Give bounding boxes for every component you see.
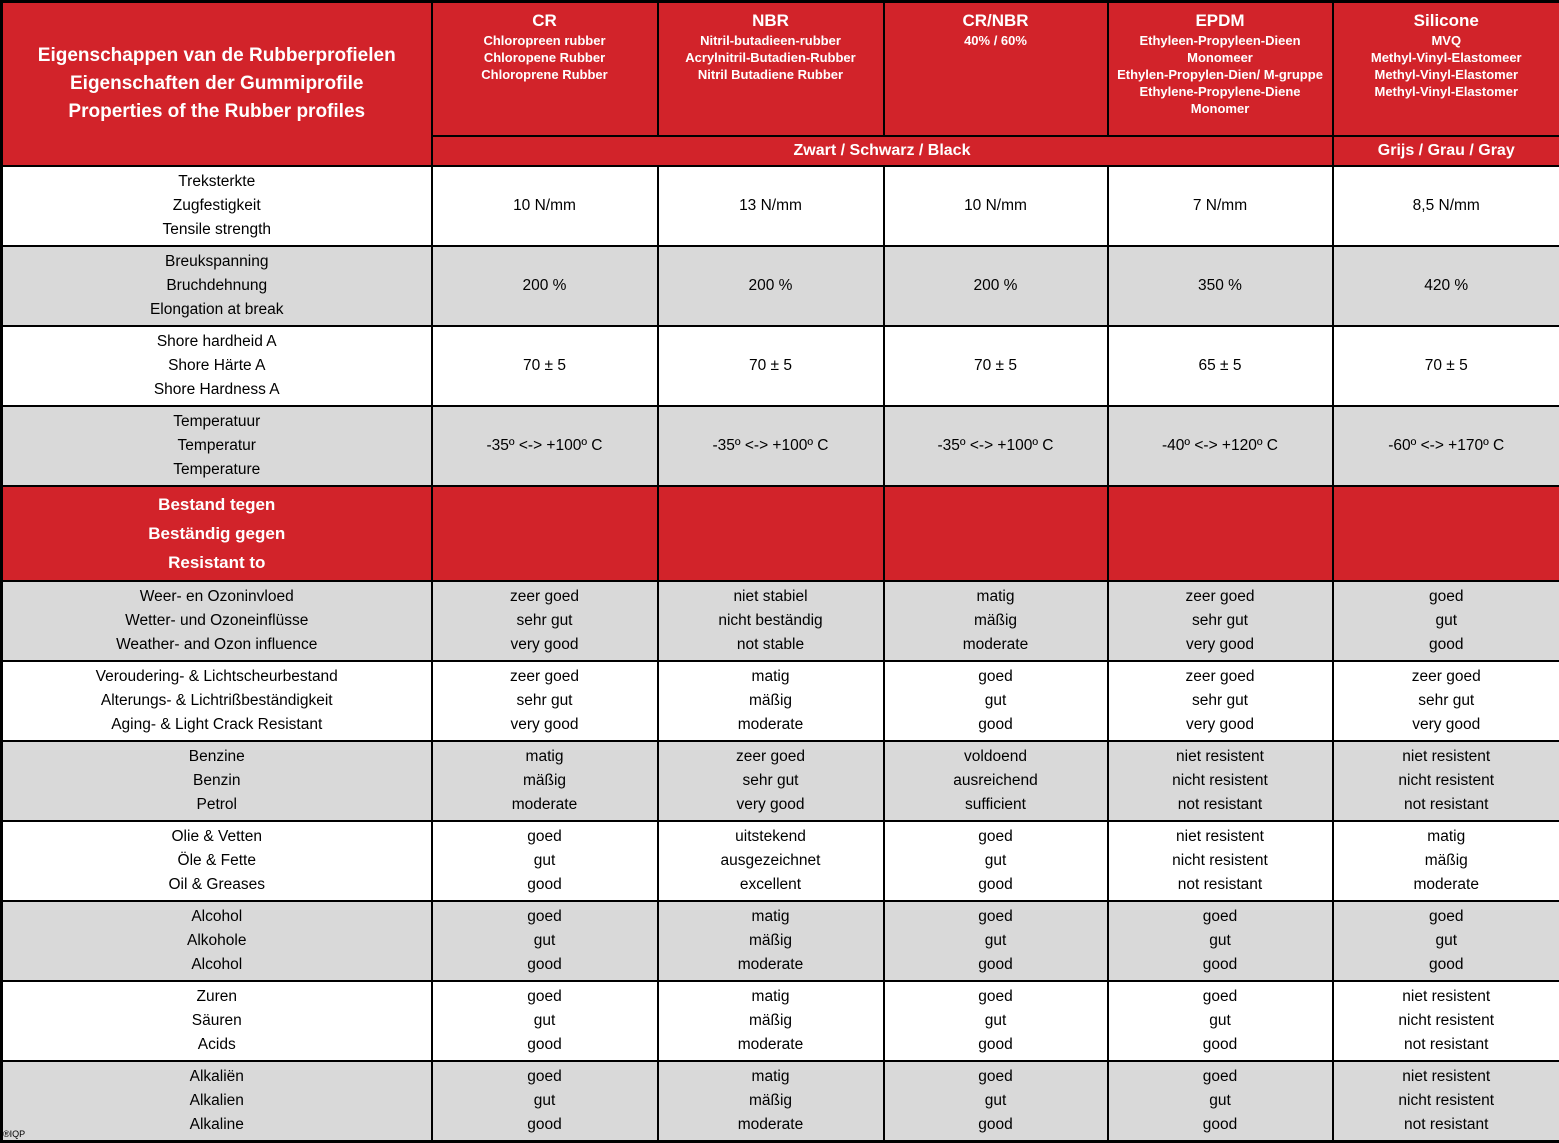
value-cell <box>884 246 1108 326</box>
text-line: Tensile strength <box>162 220 272 238</box>
value-cell <box>658 486 884 581</box>
text-line: zeer goed <box>736 747 805 765</box>
text-line: good <box>527 1035 562 1053</box>
text-line: goed <box>1429 907 1464 925</box>
column-subtitle <box>889 32 1103 49</box>
text-line: 7 N/mm <box>1192 196 1248 214</box>
value-cell <box>884 981 1108 1061</box>
text-line: niet stabiel <box>733 587 808 605</box>
text-line: Eigenschaften der Gummiprofile <box>70 72 364 94</box>
value-cell <box>884 326 1108 406</box>
value-cell <box>1333 661 1559 741</box>
text-line: sehr gut <box>1191 691 1248 709</box>
text-line: Elongation at break <box>149 300 284 318</box>
value-cell <box>432 821 658 901</box>
text-line: Nitril-butadieen-rubber <box>700 33 841 48</box>
text-line: moderate <box>737 955 804 973</box>
value-cell <box>1108 166 1333 246</box>
value-cell <box>884 1061 1108 1142</box>
value-cell <box>432 326 658 406</box>
row-label <box>2 821 432 901</box>
text-line: goed <box>527 907 562 925</box>
value-cell <box>658 326 884 406</box>
text-line: Benzine <box>188 747 245 765</box>
text-line: 40% / 60% <box>964 33 1027 48</box>
value-cell <box>432 1061 658 1142</box>
text-line: goed <box>978 1067 1013 1085</box>
value-cell <box>1108 326 1333 406</box>
value-cell <box>884 741 1108 821</box>
text-line: mäßig <box>748 691 793 709</box>
text-line: sehr gut <box>516 611 573 629</box>
text-line: 10 N/mm <box>513 196 576 214</box>
text-line: gut <box>533 1091 556 1109</box>
column-subtitle <box>1338 32 1556 100</box>
section-header-row <box>2 486 1559 581</box>
value-cell <box>1333 581 1559 661</box>
text-line: niet resistent <box>1402 1067 1491 1085</box>
text-line: Chloropreen rubber <box>483 33 606 48</box>
text-line: very good <box>1185 715 1255 733</box>
column-name: Silicone <box>1413 11 1479 30</box>
text-line: not resistant <box>1177 795 1263 813</box>
value-cell <box>432 406 658 486</box>
text-line: Oil & Greases <box>168 875 265 893</box>
table-row <box>2 246 1559 326</box>
footnote: ®IQP <box>3 1128 26 1139</box>
text-line: Weer- en Ozoninvloed <box>139 587 294 605</box>
text-line: good <box>978 875 1013 893</box>
row-label <box>2 581 432 661</box>
row-label <box>2 1061 432 1142</box>
text-line: sehr gut <box>1191 611 1248 629</box>
text-line: good <box>978 715 1013 733</box>
text-line: good <box>1429 635 1464 653</box>
text-line: Alcohol <box>191 907 243 925</box>
text-line: 65 ± 5 <box>1198 356 1242 374</box>
text-line: niet resistent <box>1402 747 1491 765</box>
text-line: very good <box>510 715 579 733</box>
value-cell <box>1333 326 1559 406</box>
value-cell <box>658 901 884 981</box>
text-line: gut <box>984 931 1007 949</box>
table-row <box>2 406 1559 486</box>
column-header-cr <box>432 2 658 136</box>
row-label <box>2 981 432 1061</box>
value-cell <box>1333 246 1559 326</box>
text-line: 350 % <box>1198 276 1242 294</box>
value-cell <box>1333 981 1559 1061</box>
text-line: very good <box>1185 635 1255 653</box>
text-line: Petrol <box>196 795 237 813</box>
value-cell <box>432 741 658 821</box>
text-line: moderate <box>737 1115 804 1133</box>
text-line: -35º <-> +100º C <box>712 436 829 454</box>
text-line: Öle & Fette <box>177 851 256 869</box>
text-line: Methyl-Vinyl-Elastomeer <box>1370 50 1522 65</box>
text-line: niet resistent <box>1176 827 1264 845</box>
text-line: mäßig <box>973 611 1018 629</box>
text-line: moderate <box>737 715 804 733</box>
table-body <box>2 166 1559 1142</box>
text-line: good <box>978 955 1013 973</box>
text-line: not resistant <box>1404 1115 1489 1133</box>
text-line: mäßig <box>522 771 567 789</box>
text-line: nicht resistent <box>1398 1011 1495 1029</box>
text-line: Acids <box>197 1035 236 1053</box>
text-line: 70 ± 5 <box>974 356 1017 374</box>
text-line: zeer goed <box>510 667 579 685</box>
text-line: gut <box>1435 611 1458 629</box>
value-cell <box>658 1061 884 1142</box>
row-label <box>2 741 432 821</box>
text-line: Treksterkte <box>178 172 256 190</box>
table-row <box>2 741 1559 821</box>
text-line: Temperatur <box>177 436 256 454</box>
table-row <box>2 166 1559 246</box>
text-line: gut <box>1209 931 1231 949</box>
text-line: Ethylene-Propylene-Diene Monomer <box>1139 84 1301 116</box>
text-line: niet resistent <box>1176 747 1264 765</box>
column-name: NBR <box>752 11 789 30</box>
text-line: uitstekend <box>735 827 806 845</box>
text-line: Nitril Butadiene Rubber <box>697 67 844 82</box>
text-line: moderate <box>511 795 578 813</box>
column-subtitle <box>437 32 653 83</box>
text-line: matig <box>751 907 790 925</box>
text-line: Alkohole <box>187 931 247 949</box>
column-header-epdm <box>1108 2 1333 136</box>
text-line: good <box>978 1035 1013 1053</box>
text-line: Beständig gegen <box>148 523 286 543</box>
column-name: EPDM <box>1195 11 1245 30</box>
column-name: CR/NBR <box>962 11 1029 30</box>
table-row <box>2 1061 1559 1142</box>
row-label <box>2 661 432 741</box>
text-line: good <box>1429 955 1464 973</box>
value-cell <box>1333 741 1559 821</box>
value-cell <box>1333 406 1559 486</box>
text-line: very good <box>510 635 579 653</box>
text-line: sehr gut <box>516 691 573 709</box>
text-line: Shore Härte A <box>168 356 266 374</box>
text-line: good <box>1202 1035 1238 1053</box>
text-line: 420 % <box>1424 276 1469 294</box>
text-line: not resistant <box>1404 1035 1489 1053</box>
text-line: Ethyleen-Propyleen-Dieen Monomeer <box>1139 33 1301 65</box>
table-row <box>2 821 1559 901</box>
text-line: Chloroprene Rubber <box>481 67 608 82</box>
value-cell <box>884 821 1108 901</box>
text-line: mäßig <box>1424 851 1468 869</box>
text-line: zeer goed <box>1411 667 1481 685</box>
value-cell <box>1108 406 1333 486</box>
text-line: good <box>1202 1115 1238 1133</box>
table-row <box>2 326 1559 406</box>
text-line: gut <box>984 1011 1007 1029</box>
text-line: Alkaliën <box>189 1067 244 1085</box>
text-line: moderate <box>962 635 1029 653</box>
value-cell <box>1108 581 1333 661</box>
value-cell <box>658 661 884 741</box>
value-cell <box>884 406 1108 486</box>
value-cell <box>1108 486 1333 581</box>
band-black-label: Zwart / Schwarz / Black <box>432 136 1333 166</box>
text-line: ausgezeichnet <box>720 851 821 869</box>
text-line: excellent <box>739 875 802 893</box>
text-line: mäßig <box>748 1091 793 1109</box>
value-cell <box>1333 901 1559 981</box>
row-label <box>2 326 432 406</box>
text-line: nicht resistent <box>1172 771 1268 789</box>
table-row <box>2 661 1559 741</box>
table-row <box>2 981 1559 1061</box>
value-cell <box>1333 166 1559 246</box>
text-line: very good <box>1412 715 1481 733</box>
text-line: Zugfestigkeit <box>172 196 261 214</box>
text-line: sehr gut <box>1418 691 1475 709</box>
text-line: gut <box>533 931 556 949</box>
text-line: moderate <box>1413 875 1479 893</box>
column-header-silicone <box>1333 2 1559 136</box>
value-cell <box>1108 981 1333 1061</box>
text-line: goed <box>1202 907 1238 925</box>
table-header <box>2 2 1559 166</box>
text-line: Benzin <box>193 771 241 789</box>
value-cell <box>658 406 884 486</box>
text-line: goed <box>978 827 1013 845</box>
value-cell <box>1108 901 1333 981</box>
text-line: 8,5 N/mm <box>1412 196 1480 214</box>
value-cell <box>1108 1061 1333 1142</box>
value-cell <box>884 661 1108 741</box>
value-cell <box>432 661 658 741</box>
text-line: nicht resistent <box>1172 851 1268 869</box>
column-subtitle <box>663 32 879 83</box>
text-line: mäßig <box>748 1011 793 1029</box>
text-line: Breukspanning <box>165 252 269 270</box>
text-line: 200 % <box>522 276 567 294</box>
value-cell <box>658 741 884 821</box>
text-line: goed <box>1202 1067 1238 1085</box>
text-line: Temperature <box>173 460 261 478</box>
text-line: nicht resistent <box>1398 1091 1495 1109</box>
row-label <box>2 406 432 486</box>
value-cell <box>658 581 884 661</box>
text-line: gut <box>984 691 1007 709</box>
row-label <box>2 901 432 981</box>
text-line: ausreichend <box>953 771 1038 789</box>
text-line: nicht beständig <box>718 611 823 629</box>
text-line: goed <box>527 987 562 1005</box>
text-line: Methyl-Vinyl-Elastomer <box>1374 67 1519 82</box>
value-cell <box>1333 1061 1559 1142</box>
text-line: Methyl-Vinyl-Elastomer <box>1374 84 1519 99</box>
text-line: goed <box>978 907 1013 925</box>
text-line: Shore Hardness A <box>153 380 280 398</box>
text-line: -40º <-> +120º C <box>1161 436 1278 454</box>
text-line: not stable <box>736 635 805 653</box>
text-line: matig <box>976 587 1015 605</box>
value-cell <box>658 981 884 1061</box>
text-line: gut <box>533 1011 556 1029</box>
text-line: Zuren <box>196 987 237 1005</box>
text-line: Alkaline <box>189 1115 244 1133</box>
text-line: not resistant <box>1404 795 1489 813</box>
value-cell <box>432 166 658 246</box>
value-cell <box>884 166 1108 246</box>
column-subtitle <box>1113 32 1328 117</box>
text-line: very good <box>736 795 805 813</box>
text-line: gut <box>1435 931 1458 949</box>
text-line: Bruchdehnung <box>166 276 268 294</box>
text-line: zeer goed <box>1185 587 1255 605</box>
value-cell <box>432 486 658 581</box>
text-line: nicht resistent <box>1398 771 1495 789</box>
text-line: sehr gut <box>742 771 799 789</box>
text-line: moderate <box>737 1035 804 1053</box>
text-line: sufficient <box>965 795 1026 813</box>
column-header-cr-nbr <box>884 2 1108 136</box>
text-line: Säuren <box>191 1011 242 1029</box>
text-line: matig <box>751 1067 790 1085</box>
table-row <box>2 581 1559 661</box>
text-line: good <box>527 1115 562 1133</box>
text-line: goed <box>527 1067 562 1085</box>
text-line: 200 % <box>973 276 1018 294</box>
value-cell <box>1108 246 1333 326</box>
text-line: 70 ± 5 <box>749 356 792 374</box>
value-cell <box>432 581 658 661</box>
text-line: -35º <-> +100º C <box>486 436 603 454</box>
text-line: Properties of the Rubber profiles <box>68 100 366 122</box>
value-cell <box>1333 486 1559 581</box>
text-line: zeer goed <box>510 587 579 605</box>
text-line: Aging- & Light Crack Resistant <box>111 715 323 733</box>
value-cell <box>432 981 658 1061</box>
text-line: Olie & Vetten <box>171 827 262 845</box>
text-line: Alterungs- & Lichtrißbeständigkeit <box>100 691 333 709</box>
text-line: gut <box>984 851 1007 869</box>
text-line: goed <box>1429 587 1464 605</box>
text-line: gut <box>1209 1091 1231 1109</box>
section-header-label <box>2 486 432 581</box>
text-line: 70 ± 5 <box>523 356 566 374</box>
text-line: goed <box>1202 987 1238 1005</box>
text-line: goed <box>978 987 1013 1005</box>
text-line: Alcohol <box>191 955 243 973</box>
text-line: -35º <-> +100º C <box>937 436 1054 454</box>
text-line: Temperatuur <box>173 412 261 430</box>
column-header-row <box>2 2 1559 136</box>
text-line: Acrylnitril-Butadien-Rubber <box>685 50 856 65</box>
value-cell <box>432 901 658 981</box>
text-line: good <box>527 955 562 973</box>
text-line: mäßig <box>748 931 793 949</box>
text-line: gut <box>533 851 556 869</box>
text-line: matig <box>525 747 564 765</box>
text-line: goed <box>527 827 562 845</box>
text-line: Chloropene Rubber <box>483 50 606 65</box>
text-line: Eigenschappen van de Rubberprofielen <box>37 44 396 66</box>
band-gray-label: Grijs / Grau / Gray <box>1333 136 1559 166</box>
text-line: Resistant to <box>168 552 266 572</box>
text-line: -60º <-> +170º C <box>1388 436 1505 454</box>
text-line: good <box>527 875 562 893</box>
row-label <box>2 246 432 326</box>
table-title <box>2 2 432 166</box>
text-line: MVQ <box>1431 33 1462 48</box>
value-cell <box>1108 661 1333 741</box>
value-cell <box>1108 741 1333 821</box>
text-line: good <box>978 1115 1013 1133</box>
text-line: 200 % <box>748 276 793 294</box>
text-line: Weather- and Ozon influence <box>116 635 318 653</box>
text-line: niet resistent <box>1402 987 1491 1005</box>
text-line: good <box>1202 955 1238 973</box>
text-line: 70 ± 5 <box>1424 356 1468 374</box>
text-line: goed <box>978 667 1013 685</box>
value-cell <box>432 246 658 326</box>
text-line: matig <box>751 667 790 685</box>
text-line: Veroudering- & Lichtscheurbestand <box>95 667 338 685</box>
text-line: zeer goed <box>1185 667 1255 685</box>
value-cell <box>658 246 884 326</box>
text-line: Ethylen-Propylen-Dien/ M-gruppe <box>1117 67 1323 82</box>
text-line: Shore hardheid A <box>156 332 277 350</box>
table-row <box>2 901 1559 981</box>
value-cell <box>884 581 1108 661</box>
text-line: Wetter- und Ozoneinflüsse <box>125 611 309 629</box>
text-line: Alkalien <box>189 1091 244 1109</box>
value-cell <box>658 821 884 901</box>
value-cell <box>1333 821 1559 901</box>
value-cell <box>1108 821 1333 901</box>
text-line: 13 N/mm <box>739 196 802 214</box>
text-line: 10 N/mm <box>964 196 1027 214</box>
value-cell <box>658 166 884 246</box>
text-line: not resistant <box>1177 875 1263 893</box>
column-header-nbr <box>658 2 884 136</box>
text-line: voldoend <box>964 747 1027 765</box>
row-label <box>2 166 432 246</box>
value-cell <box>884 901 1108 981</box>
text-line: matig <box>1427 827 1466 845</box>
column-name: CR <box>532 11 557 30</box>
text-line: Bestand tegen <box>158 494 276 514</box>
text-line: gut <box>984 1091 1007 1109</box>
text-line: matig <box>751 987 790 1005</box>
value-cell <box>884 486 1108 581</box>
text-line: gut <box>1209 1011 1231 1029</box>
